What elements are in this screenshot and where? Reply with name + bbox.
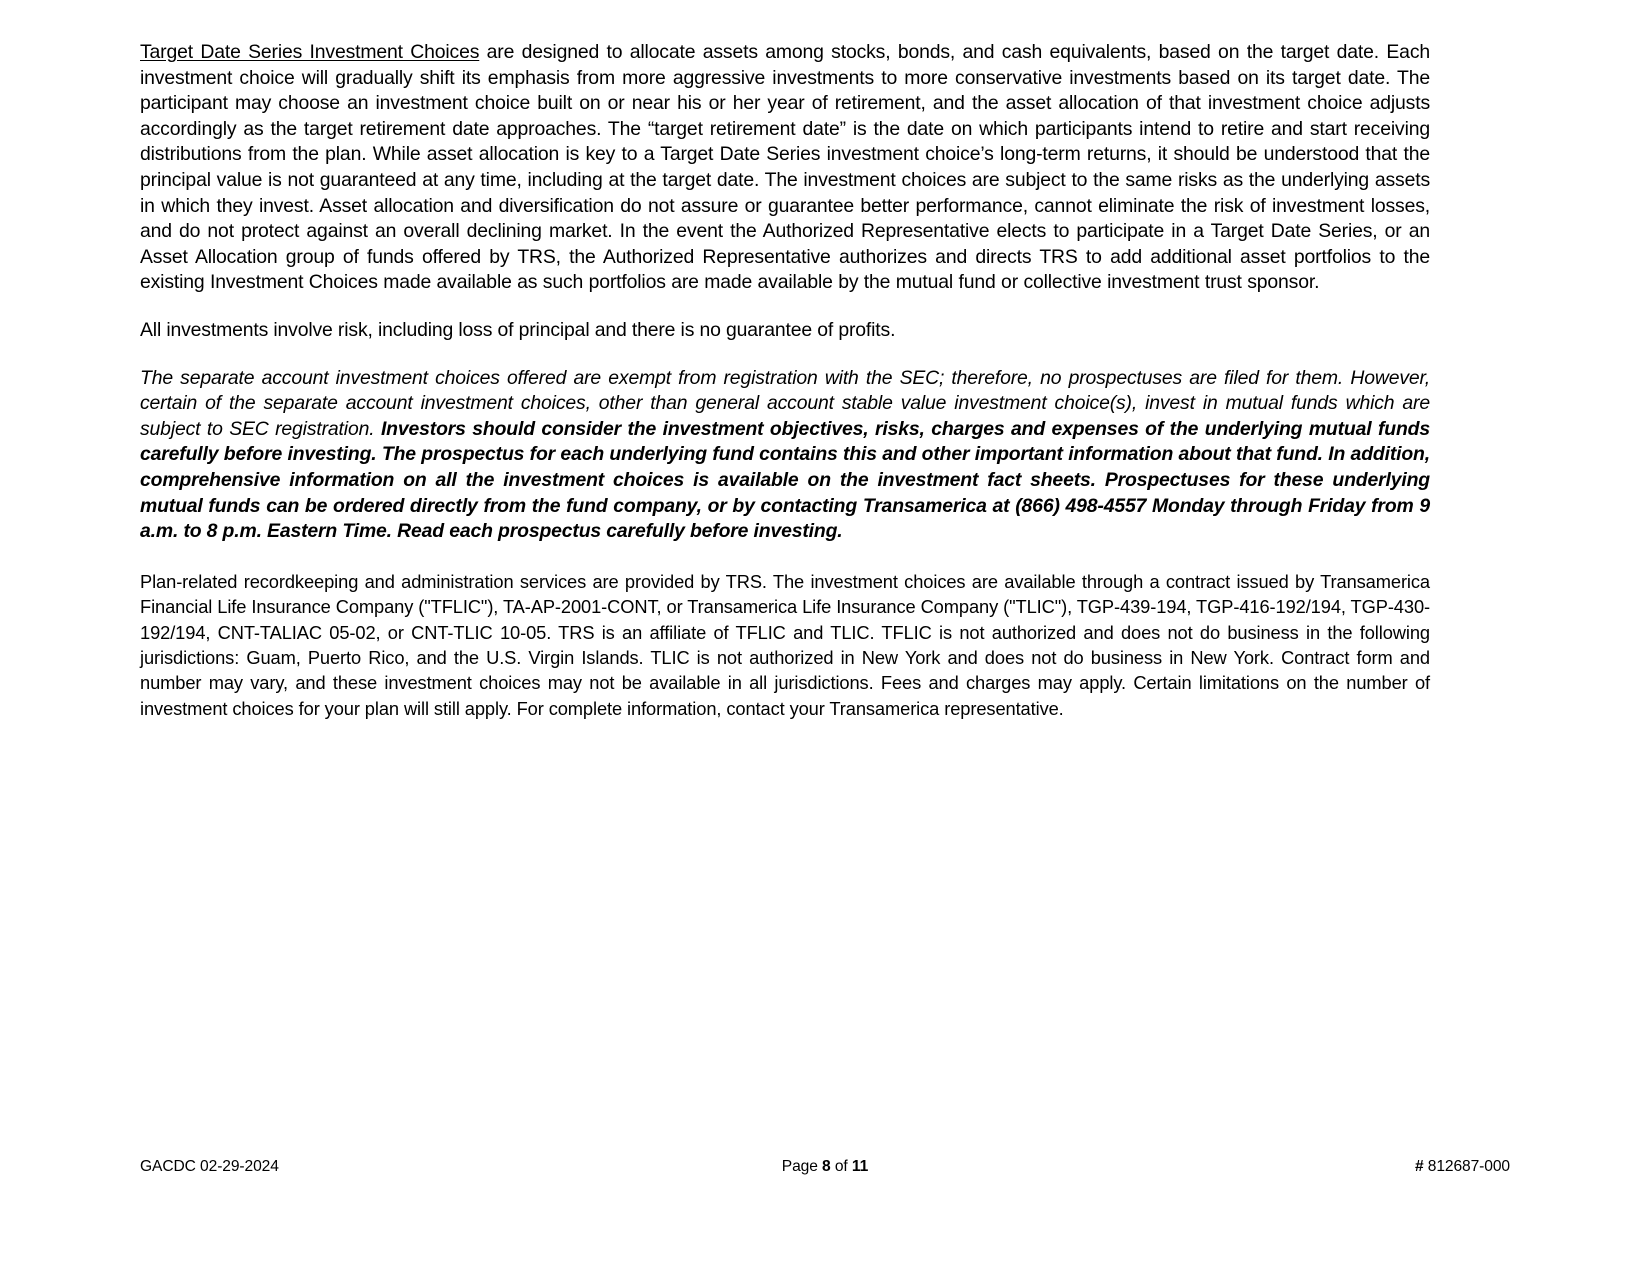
footer-of-word: of [830,1158,852,1175]
footer-page-indicator [140,1155,1510,1179]
page-footer [140,1155,1510,1179]
bold-italic-investor-notice: Investors should consider the investment objectives, risks, charges and expenses of the underlying mutual funds carefully before investing. The prospectus for each underlying fund contains this and other important information about that fund. In addition, comprehensive information on all the investment choices is available on the investment fact sheets. Prospectuses for these underlying mutual funds can be ordered directly from the fund company, or by contacting Transamerica at (866) 498-4557 Monday through Friday from 9 a.m. to 8 p.m. Eastern Time. Read each prospectus carefully before investing. [140,417,1430,543]
paragraph-sec-registration-disclosure [140,366,1430,545]
footer-page-word: Page [781,1158,823,1175]
paragraph-investment-risk: All investments involve risk, including loss of principal and there is no guarantee of profits. [140,318,896,341]
footer-left-code: GACDC 02-29-2024 [140,1158,279,1175]
paragraph-plan-related-services: Plan-related recordkeeping and administration services are provided by TRS. The investment choices are available through a contract issued by Transamerica Financial Life Insurance Company ("TFLIC"), TA-AP-2001-CONT, or Transamerica Life Insurance Company ("TLIC"), TGP-439-194, TGP-416-192/194, TGP-430-192/194, CNT-TALIAC 05-02, or CNT-TLIC 10-05. TRS is an affiliate of TFLIC and TLIC. TFLIC is not authorized and does not do business in the following jurisdictions: Guam, Puerto Rico, and the U.S. Virgin Islands. TLIC is not authorized in New York and does not do business in New York. Contract form and number may vary, and these investment choices may not be available in all jurisdictions. Fees and charges may apply. Certain limitations on the number of investment choices for your plan will still apply. For complete information, contact your Transamerica representative. [140,570,1430,719]
underlined-lead-in: Target Date Series Investment Choices [140,41,480,63]
paragraph-target-date-series-text: are designed to allocate assets among stocks, bonds, and cash equivalents, based on the target date. Each investment choice will gradually shift its emphasis from more aggressive investments to more conservative investments based on its target date. The participant may choose an investment choice built on or near his or her year of retirement, and the asset allocation of that investment choice adjusts accordingly as the target retirement date approaches. The “target retirement date” is the date on which participants intend to retire and start receiving distributions from the plan. While asset allocation is key to a Target Date Series investment choice’s long-term returns, it should be understood that the principal value is not guaranteed at any time, including at the target date. The investment choices are subject to the same risks as the underlying assets in which they invest. Asset allocation and diversification do not assure or guarantee better performance, cannot eliminate the risk of investment losses, and do not protect against an overall declining market. In the event the Authorized Representative elects to participate in a Target Date Series, or an Asset Allocation group of funds offered by TRS, the Authorized Representative authorizes and directs TRS to add additional asset portfolios to the existing Investment Choices made available as such portfolios are made available by the mutual fund or collective investment trust sponsor. [140,41,1430,294]
footer-hash-symbol: # [1414,1158,1424,1175]
document-body [140,40,1430,721]
footer-page-number: 8 [822,1158,831,1175]
footer-page-total: 11 [851,1158,869,1175]
italic-plain-text: The separate account investment choices offered are exempt from registration with the SEC; therefore, no prospectuses are filed for them. However, certain of the separate account investment choices, other than general account stable value investment choice(s), invest in mutual funds which are subject to SEC registration. [140,366,1430,440]
footer-right-code [1415,1155,1510,1179]
paragraph-target-date-series [140,40,1430,296]
footer-document-number: 812687-000 [1423,1158,1510,1175]
